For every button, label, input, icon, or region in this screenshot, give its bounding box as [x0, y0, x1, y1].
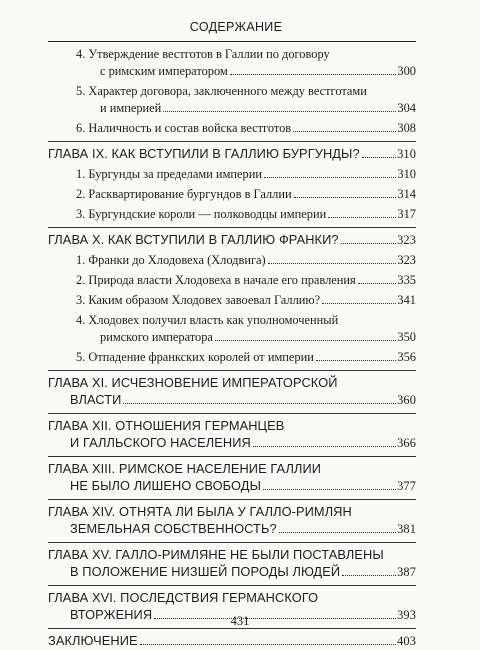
- toc-entry-line: [48, 374, 416, 391]
- toc-entry-line: [76, 100, 416, 117]
- toc-chapter-entry[interactable]: [48, 145, 416, 163]
- dot-leader: [293, 131, 396, 132]
- dot-leader: [362, 157, 396, 158]
- dot-leader: [253, 446, 396, 447]
- toc-section-entry[interactable]: [48, 312, 416, 346]
- toc-entry-line: [48, 417, 416, 434]
- toc-entry-line: [48, 145, 416, 163]
- toc-entry-title: ГЛАВА IX. КАК ВСТУПИЛИ В ГАЛЛИЮ БУРГУНДЫ?: [48, 146, 360, 161]
- toc-entry-line: [76, 120, 416, 137]
- toc-section-entry[interactable]: [48, 252, 416, 269]
- toc-page-number: 323: [397, 233, 416, 247]
- dot-leader: [215, 340, 396, 341]
- toc-page-number: 304: [397, 101, 416, 115]
- toc-entry-title: И ГАЛЛЬСКОГО НАСЕЛЕНИЯ: [70, 435, 251, 450]
- toc-entry-line: [76, 63, 416, 80]
- toc-section-entry[interactable]: [48, 272, 416, 289]
- toc-entry-line: [48, 460, 416, 477]
- toc-page-number: 300: [397, 64, 416, 78]
- toc-page-number: 366: [397, 436, 416, 450]
- toc-section-entry[interactable]: [48, 46, 416, 80]
- toc-entry-line: [48, 434, 416, 452]
- toc-entry-line: [48, 632, 416, 650]
- toc-page-number: 341: [397, 293, 416, 307]
- toc-separator: [48, 499, 416, 500]
- toc-entry-title: и империей: [100, 101, 162, 115]
- toc-entry-line: [76, 349, 416, 366]
- toc-entry-title: ВТОРЖЕНИЯ: [70, 607, 153, 622]
- dot-leader: [316, 360, 397, 361]
- toc-entry-title: 1. Франки до Хлодовеха (Хлодвига): [76, 253, 266, 267]
- toc-entry-line: [48, 589, 416, 606]
- dot-leader: [279, 532, 396, 533]
- toc-page-number: 308: [397, 121, 416, 135]
- toc-page-number: 360: [397, 393, 416, 407]
- toc-section-entry[interactable]: [48, 120, 416, 137]
- toc-entry-title: 3. Бургундские короли — полководцы империи: [76, 207, 327, 221]
- toc-entry-title: римского императора: [100, 330, 213, 344]
- toc-entry-title: 2. Природа власти Хлодовеха в начале его правления: [76, 273, 356, 287]
- page-number: 431: [230, 614, 250, 628]
- toc-page-number: 356: [397, 350, 416, 364]
- toc-entry-title: 5. Характер договора, заключенного между вестготами: [76, 84, 367, 98]
- toc-entry-line: [48, 563, 416, 581]
- toc-page-number: 310: [397, 167, 416, 181]
- toc-section-entry[interactable]: [48, 186, 416, 203]
- toc-entry-title: В ПОЛОЖЕНИЕ НИЗШЕЙ ПОРОДЫ ЛЮДЕЙ: [70, 564, 341, 579]
- toc-page-number: 323: [397, 253, 416, 267]
- dot-leader: [342, 575, 396, 576]
- running-header: СОДЕРЖАНИЕ: [189, 20, 283, 34]
- toc-entry-title: ГЛАВА X. КАК ВСТУПИЛИ В ГАЛЛИЮ ФРАНКИ?: [48, 232, 339, 247]
- dot-leader: [264, 177, 396, 178]
- toc-separator: [48, 413, 416, 414]
- dot-leader: [328, 217, 396, 218]
- toc-section-entry[interactable]: [48, 206, 416, 223]
- toc-entry-title: ГЛАВА XII. ОТНОШЕНИЯ ГЕРМАНЦЕВ: [48, 418, 285, 433]
- toc-entry-title: ГЛАВА XVI. ПОСЛЕДСТВИЯ ГЕРМАНСКОГО: [48, 590, 319, 605]
- toc-page-number: 350: [397, 330, 416, 344]
- toc-entry-line: [48, 391, 416, 409]
- toc-separator: [48, 370, 416, 371]
- dot-leader: [163, 111, 396, 112]
- toc-entry-line: [76, 46, 416, 63]
- toc-chapter-entry[interactable]: [48, 374, 416, 409]
- toc-section-entry[interactable]: [48, 349, 416, 366]
- dot-leader: [230, 74, 397, 75]
- toc-entry-title: ВЛАСТИ: [70, 392, 122, 407]
- toc-entry-title: ЗАКЛЮЧЕНИЕ: [48, 633, 138, 648]
- toc-entry-line: [48, 503, 416, 520]
- toc-separator: [48, 141, 416, 142]
- toc-entry-title: ГЛАВА XIII. РИМСКОЕ НАСЕЛЕНИЕ ГАЛЛИИ: [48, 461, 322, 476]
- dot-leader: [358, 283, 397, 284]
- toc-page-number: 403: [397, 634, 416, 648]
- dot-leader: [294, 197, 397, 198]
- dot-leader: [123, 403, 396, 404]
- toc-entry-line: [76, 292, 416, 309]
- toc-chapter-entry[interactable]: [48, 632, 416, 650]
- toc-chapter-entry[interactable]: [48, 546, 416, 581]
- toc-separator: [48, 585, 416, 586]
- toc-entry-line: [76, 206, 416, 223]
- toc-entry-title: 2. Расквартирование бургундов в Галлии: [76, 187, 292, 201]
- toc-chapter-entry[interactable]: [48, 417, 416, 452]
- toc-entry-title: 5. Отпадение франкских королей от империи: [76, 350, 314, 364]
- toc-entry-line: [76, 252, 416, 269]
- toc-section-entry[interactable]: [48, 166, 416, 183]
- toc-entry-title: ЗЕМЕЛЬНАЯ СОБСТВЕННОСТЬ?: [70, 521, 277, 536]
- dot-leader: [341, 243, 396, 244]
- toc-entry-title: НЕ БЫЛО ЛИШЕНО СВОБОДЫ: [70, 478, 262, 493]
- toc-page-number: 335: [397, 273, 416, 287]
- toc-entry-title: 3. Каким образом Хлодовех завоевал Галлию?: [76, 293, 321, 307]
- toc-chapter-entry[interactable]: [48, 503, 416, 538]
- toc-page-number: 381: [397, 522, 416, 536]
- toc-entry-title: с римским императором: [100, 64, 228, 78]
- toc-page-number: 377: [397, 479, 416, 493]
- toc-entry-title: 1. Бургунды за пределами империи: [76, 167, 262, 181]
- toc-entry-title: ГЛАВА XIV. ОТНЯТА ЛИ БЫЛА У ГАЛЛО-РИМЛЯН: [48, 504, 352, 519]
- dot-leader: [263, 489, 396, 490]
- toc-entry-line: [76, 312, 416, 329]
- toc-entry-line: [76, 166, 416, 183]
- toc-separator: [48, 542, 416, 543]
- toc-section-entry[interactable]: [48, 83, 416, 117]
- toc-chapter-entry[interactable]: [48, 460, 416, 495]
- header-rule: [48, 41, 416, 42]
- toc-page-number: 310: [397, 147, 416, 161]
- toc-page-number: 314: [397, 187, 416, 201]
- toc-entry-line: [76, 186, 416, 203]
- toc-page-number: 387: [397, 565, 416, 579]
- toc-entry-title: ГЛАВА XV. ГАЛЛО-РИМЛЯНЕ НЕ БЫЛИ ПОСТАВЛЕНЫ: [48, 547, 384, 562]
- toc-entry-title: 4. Утверждение вестготов в Галлии по договору: [76, 47, 330, 61]
- toc-entry-title: ГЛАВА XI. ИСЧЕЗНОВЕНИЕ ИМПЕРАТОРСКОЙ: [48, 375, 338, 390]
- toc-chapter-entry[interactable]: [48, 231, 416, 249]
- toc-entry-line: [76, 329, 416, 346]
- dot-leader: [140, 644, 396, 645]
- toc-entry-line: [48, 520, 416, 538]
- toc-separator: [48, 456, 416, 457]
- dot-leader: [268, 263, 397, 264]
- toc-entry-line: [48, 231, 416, 249]
- toc-page-number: 317: [397, 207, 416, 221]
- toc-entry-title: 6. Наличность и состав войска вестготов: [76, 121, 292, 135]
- toc-page-number: 393: [397, 608, 416, 622]
- toc-entry-line: [48, 477, 416, 495]
- toc-separator: [48, 227, 416, 228]
- dot-leader: [322, 303, 396, 304]
- toc-entry-line: [48, 546, 416, 563]
- toc-entry-line: [76, 272, 416, 289]
- toc-entry-title: 4. Хлодовех получил власть как уполномоченный: [76, 313, 339, 327]
- toc-entry-line: [76, 83, 416, 100]
- toc-section-entry[interactable]: [48, 292, 416, 309]
- table-of-contents: [48, 46, 416, 650]
